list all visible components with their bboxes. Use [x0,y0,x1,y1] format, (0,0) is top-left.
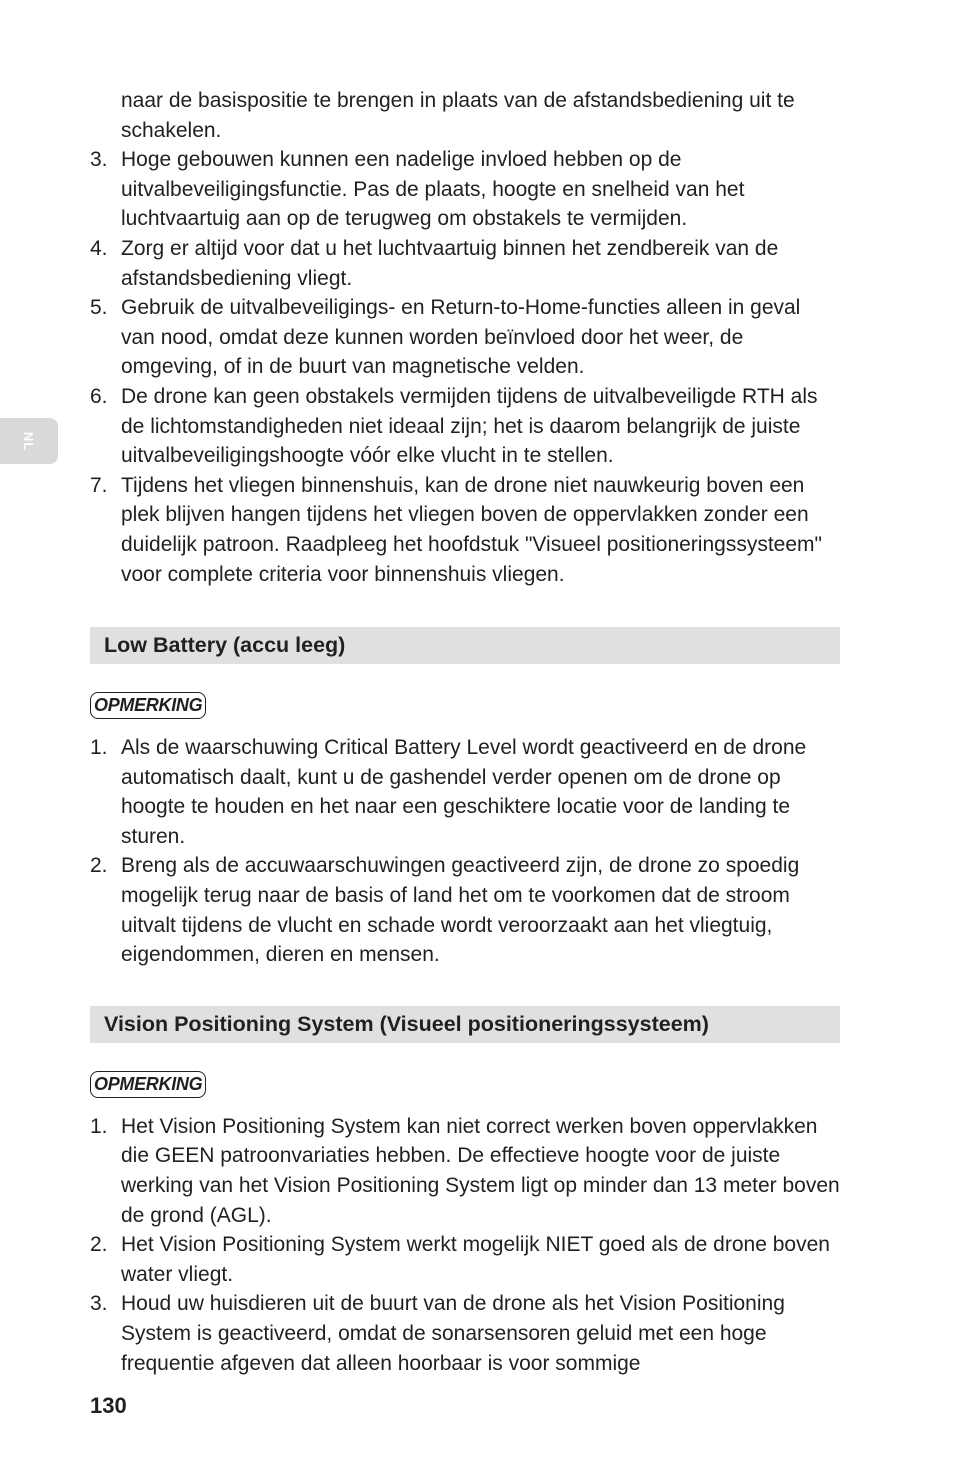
note-block [90,692,840,719]
note-label: OPMERKING [90,1071,206,1098]
language-tab-label: NL [21,431,37,451]
page-number: 130 [90,1393,127,1418]
page-content [90,86,840,1378]
list-item: 2. Het Vision Positioning System werkt mogelijk NIET goed als de drone boven water vliegt. [90,1233,830,1286]
list-item: 3. Houd uw huisdieren uit de buurt van de drone als het Vision Positioning System is geactiveerd, omdat de sonarsensoren geluid met een hoge frequentie afgeven dat alleen hoorbaar is voor sommige [90,1292,785,1375]
intro-continuation: naar de basispositie te brengen in plaats van de afstandsbediening uit te schakelen. [121,89,795,142]
section-title-low-battery: Low Battery (accu leeg) [90,627,840,664]
list-item: 3. Hoge gebouwen kunnen een nadelige invloed hebben op de uitvalbeveiligingsfunctie. Pas de plaats, hoogte en snelheid van het luchtvaartuig aan op de terugweg om obstakels te vermijden. [90,148,745,231]
failsafe-list [90,145,840,589]
list-item: 4. Zorg er altijd voor dat u het luchtvaartuig binnen het zendbereik van de afstandsbediening vliegt. [90,236,779,290]
list-item: 7. Tijdens het vliegen binnenshuis, kan de drone niet nauwkeurig boven een plek blijven hangen tijdens het vliegen boven de oppervlakken zonder een duidelijk patroon. Raadpleeg het hoofdstuk "Visueel positioneringssysteem" voor complete criteria voor binnenshuis vliegen. [90,473,822,586]
list-item: 1. Het Vision Positioning System kan niet correct werken boven oppervlakken die GEEN patroonvariaties hebben. De effectieve hoogte voor de juiste werking van het Vision Positioning System ligt op minder dan 13 meter boven de grond (AGL). [90,1114,840,1227]
note-label: OPMERKING [90,692,206,719]
low-battery-list [90,733,840,970]
list-item: 5. Gebruik de uitvalbeveiligings- en Return-to-Home-functies alleen in geval van nood, omdat deze kunnen worden beïnvloed door het weer, de omgeving, of in de buurt van magnetische velden. [90,296,801,379]
list-item: 6. De drone kan geen obstakels vermijden tijdens de uitvalbeveiligde RTH als de lichtomstandigheden niet ideaal zijn; het is daarom belangrijk de juiste uitvalbeveiligingshoogte vóór elke vlucht in te stellen. [90,384,818,468]
note-block [90,1071,840,1098]
vision-list [90,1112,840,1378]
list-item: 2. Breng als de accuwaarschuwingen geactiveerd zijn, de drone zo spoedig mogelijk terug naar de basis of land het om te voorkomen dat de stroom uitvalt tijdens de vlucht en schade wordt veroorzaakt aan het vliegtuig, eigendommen, dieren en mensen. [90,854,800,967]
list-item: 1. Als de waarschuwing Critical Battery Level wordt geactiveerd en de drone automatisch daalt, kunt u de gashendel verder openen om de drone op hoogte te houden en het naar een geschiktere locatie voor de landing te sturen. [90,736,807,848]
language-tab [0,418,58,464]
section-title-vision: Vision Positioning System (Visueel positioneringssysteem) [90,1006,840,1043]
